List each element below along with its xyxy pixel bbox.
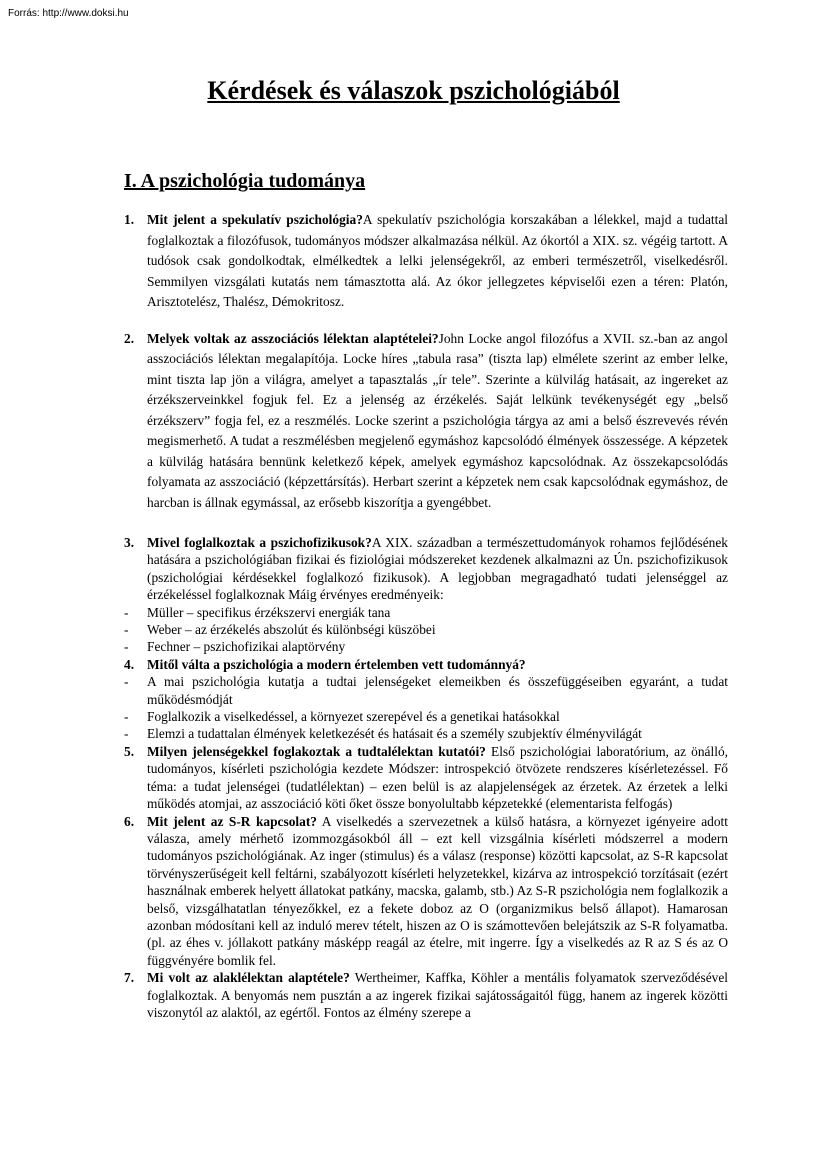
- question-1: [124, 210, 728, 313]
- list-item: - Weber – az érzékelés abszolút és különbségi küszöbei: [124, 622, 436, 638]
- answer-text: Első pszichológiai laboratórium, az önálló, tudományos, kísérleti pszichológia kezdete Módszer: introspekció ötvözete rendszeres kísérletezéssel. Fő téma: a tudat jelenségei (tudatlélektan) – ezen belül is az alapjelenségek az érzetek. Az érzetek a lelki működés atomjai, az asszociáció köti őket össze bonyolultabb képzetekké (elementarista felfogás): [147, 743, 728, 812]
- answer-text: Wertheimer, Kaffka, Köhler a mentális folyamatok szerveződésével foglalkoztak. A benyomás nem pusztán a az ingerek fizikai sajátosságaitól függ, hanem az ingerek közötti viszonytól az alaktól, az egértől. Fontos az élmény szerepe a: [147, 970, 728, 1020]
- question-number: 7.: [124, 970, 135, 986]
- list-item: - Müller – specifikus érzékszervi energiák tana: [124, 604, 391, 620]
- question-text: Mit jelent a spekulatív pszichológia?: [147, 212, 363, 227]
- list-item: - Elemzi a tudattalan élmények keletkezését és hatásait és a személy szubjektív élményvilágát: [124, 726, 642, 742]
- question-5: [124, 743, 728, 813]
- answer-text: John Locke angol filozófus a XVII. sz.-ban az angol asszociációs lélektan megalapítója. Locke híres „tabula rasa” (tiszta lap) elmélete szerint az ember lelke, mint tiszta lap jön a világra, amelyet a tapasztalás „ír tele”. Szerinte a külvilág hatásait, az ingereket az érzékszerveinkkel fogjuk fel. Ez a jelenség az érzékelés. Saját lelkünk tevékenységét egy „belső érzékszerv” fogja fel, ez a reszmélés. Locke szerint a pszichológia tárgya az ami a belső észrevevés révén megismerhető. A tudat a reszmélésben megjelenő egymáshoz kapcsolódó élmények összessége. A képzetek a külvilág hatására bennünk keletkező képek, amelyek egymáshoz kapcsolódnak. Az összekapcsolódás folyamata az asszociáció (képzettársítás). Herbart szerint a képzetek nem csak kapcsolódnak egymáshoz, de harcban is állnak egymással, az erősebb kiszorítja a gyengébbet.: [147, 330, 729, 510]
- question-text: Mivel foglalkoztak a pszichofizikusok?: [147, 535, 372, 550]
- question-6: [124, 813, 728, 970]
- question-number: 6.: [124, 813, 135, 829]
- question-number: 2.: [124, 330, 135, 346]
- answer-text: A spekulatív pszichológia korszakában a lélekkel, majd a tudattal foglalkoztak a filozófusok, tudományos módszer alkalmazása nélkül. Az ókortól a XIX. sz. végéig tartott. A tudósok csak gondolkodtak, elmélkedtek a lelki jelenségekről, az emberi természetről, viselkedésről. Semmilyen vizsgálati kutatás nem támasztotta alá. Az ókor jellegzetes képviselői ezen a téren: Platón, Arisztotelész, Thalész, Démokritosz.: [147, 212, 729, 309]
- question-4: [124, 656, 728, 673]
- answer-text: A viselkedés a szervezetnek a külső hatásra, a környezet igényeire adott válasza, amely mérhető izommozgásokból áll – ezt kell vizsgálnia kísérleti módszerrel a modern tudományos pszichológiának. Az inger (stimulus) és a válasz (response) közötti kapcsolat, az S-R kapcsolat törvényszerűségeit kell feltárni, szabályozott kísérleti helyzetekkel, kizárva az introspekció torzításait (ezért használnak emberek helyett állatokat patkány, macska, galamb, stb.) Az S-R pszichológia nem foglalkozik a belső, vizsgálhatatlan tényezőkkel, ez a fekete doboz az O (organizmikus belső állapot). Hamarosan azonban módosítani kell az induló merev tételt, hiszen az O is számottevően belejátszik az S-R folyamatba. (pl. az éhes v. jóllakott patkány másképp reagál az ételre, mit ingerre. Így a viselkedés az R az S és az O függvényére bomlik fel.: [147, 813, 728, 968]
- question-number: 4.: [124, 656, 135, 672]
- question-7: [124, 969, 728, 1021]
- question-number: 3.: [124, 535, 135, 550]
- source-note: Forrás: http://www.doksi.hu: [8, 8, 129, 19]
- question-text: Mitől válta a pszichológia a modern értelemben vett tudománnyá?: [147, 656, 526, 672]
- question-text: Milyen jelenségekkel foglakoztak a tudtalélektan kutatói?: [147, 743, 486, 759]
- answer-text: A XIX. században a természettudományok rohamos fejlődésének hatására a pszichológiában fizikai és fiziológiai módszereket kezdenek alkalmazni az Ún. pszichofizikusok (pszichológiai kérdésekkel foglalkozó fizikusok). A legjobban megragadható tudati jelenséggel az érzékeléssel foglalkoznak Máig érvényes eredményeik:: [147, 535, 729, 603]
- section-title: I. A pszichológia tudománya: [124, 170, 366, 192]
- list-item: - Foglalkozik a viselkedéssel, a környezet szerepével és a genetikai hatásokkal: [124, 709, 560, 725]
- question-text: Mi volt az alaklélektan alaptétele?: [147, 970, 350, 986]
- document-body: [124, 210, 728, 1021]
- question-2: [124, 329, 728, 514]
- question-number: 1.: [124, 212, 135, 227]
- page-title: Kérdések és válaszok pszichológiából: [207, 76, 620, 105]
- question-text: Mit jelent az S-R kapcsolat?: [147, 813, 317, 829]
- question-text: Melyek voltak az asszociációs lélektan alaptételei?: [147, 330, 439, 346]
- question-number: 5.: [124, 743, 135, 759]
- question-3: [124, 534, 728, 604]
- list-item: - A mai pszichológia kutatja a tudtai jelenségeket elemeikben és összefüggéseiben egyaránt, a tudat működésmódját: [124, 674, 728, 707]
- list-item: - Fechner – pszichofizikai alaptörvény: [124, 639, 346, 655]
